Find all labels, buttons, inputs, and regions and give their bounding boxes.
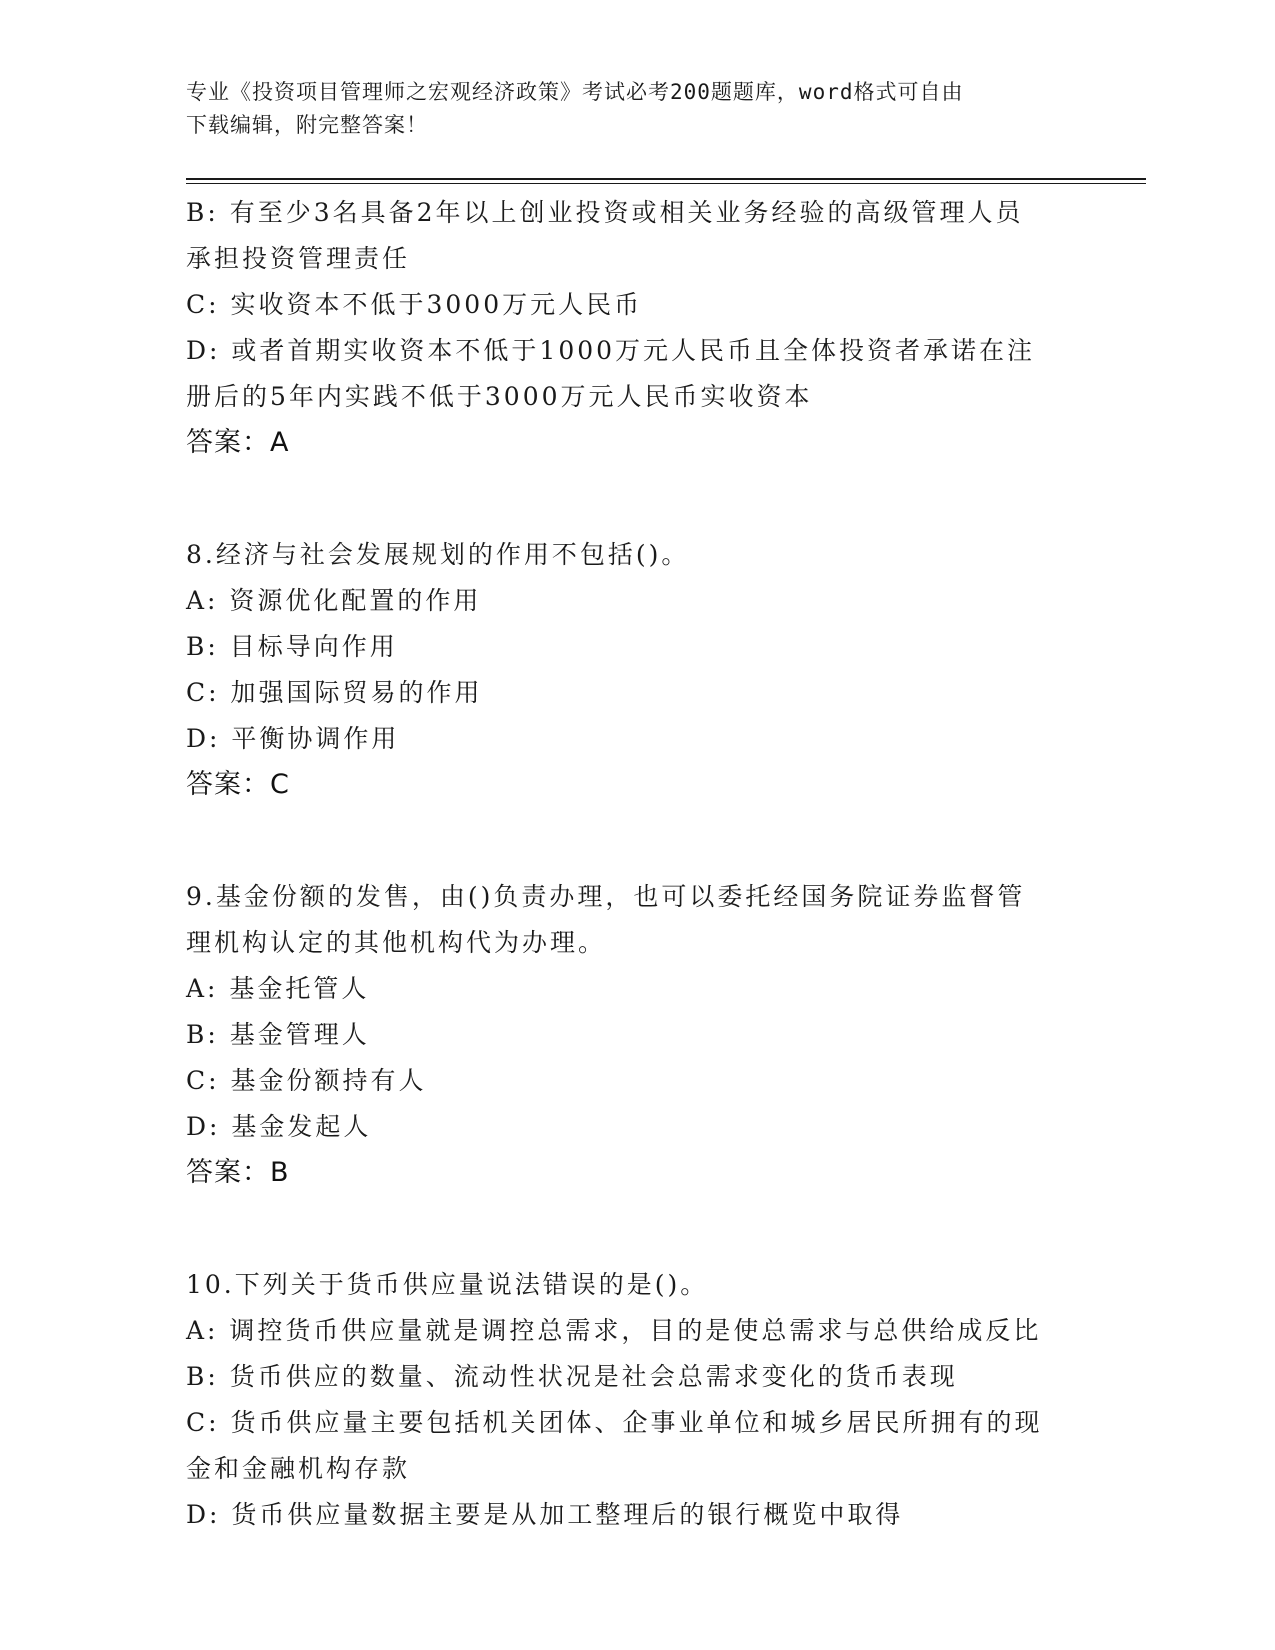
q8-question: 8.经济与社会发展规划的作用不包括()。	[186, 540, 690, 569]
question-9-block	[186, 874, 1086, 1196]
question-8-block	[186, 532, 1086, 808]
q8-option-a: A: 资源优化配置的作用	[186, 586, 482, 615]
q9-option-d: D: 基金发起人	[186, 1112, 372, 1141]
q7-option-b-line-2: 承担投资管理责任	[186, 244, 411, 273]
q10-option-a: A: 调控货币供应量就是调控总需求，目的是使总需求与总供给成反比	[186, 1316, 1042, 1345]
q9-option-a: A: 基金托管人	[186, 974, 370, 1003]
q8-option-b: B: 目标导向作用	[186, 632, 398, 661]
question-10-block	[186, 1262, 1086, 1538]
q10-question: 10.下列关于货币供应量说法错误的是()。	[186, 1270, 709, 1299]
header-rule-thick	[186, 178, 1146, 180]
header-line-2: 下载编辑，附完整答案！	[186, 113, 428, 137]
question-list	[186, 190, 1086, 1538]
q7-option-d-line-2: 册后的5年内实践不低于3000万元人民币实收资本	[186, 382, 813, 411]
q7-answer: 答案：A	[186, 427, 290, 458]
q10-option-c-line-2: 金和金融机构存款	[186, 1454, 411, 1483]
q7-option-c: C: 实收资本不低于3000万元人民币	[186, 290, 643, 319]
q7-option-d-line-1: D: 或者首期实收资本不低于1000万元人民币且全体投资者承诺在注	[186, 336, 1036, 365]
q9-option-b: B: 基金管理人	[186, 1020, 370, 1049]
question-7-block	[186, 190, 1086, 466]
q9-question-line-2: 理机构认定的其他机构代为办理。	[186, 928, 607, 957]
q8-answer: 答案：C	[186, 769, 290, 800]
q8-option-c: C: 加强国际贸易的作用	[186, 678, 483, 707]
q10-option-c-line-1: C: 货币供应量主要包括机关团体、企事业单位和城乡居民所拥有的现	[186, 1408, 1043, 1437]
q10-option-b: B: 货币供应的数量、流动性状况是社会总需求变化的货币表现	[186, 1362, 958, 1391]
header-rule-thin	[186, 183, 1146, 184]
q8-option-d: D: 平衡协调作用	[186, 724, 400, 753]
q9-answer: 答案：B	[186, 1157, 290, 1188]
q9-question-line-1: 9.基金份额的发售，由()负责办理，也可以委托经国务院证券监督管	[186, 882, 1026, 911]
q9-option-c: C: 基金份额持有人	[186, 1066, 427, 1095]
q10-option-d: D: 货币供应量数据主要是从加工整理后的银行概览中取得	[186, 1500, 904, 1529]
document-header	[186, 76, 1086, 142]
header-line-1: 专业《投资项目管理师之宏观经济政策》考试必考200题题库，word格式可自由	[186, 80, 964, 104]
q7-option-b-line-1: B: 有至少3名具备2年以上创业投资或相关业务经验的高级管理人员	[186, 198, 1024, 227]
